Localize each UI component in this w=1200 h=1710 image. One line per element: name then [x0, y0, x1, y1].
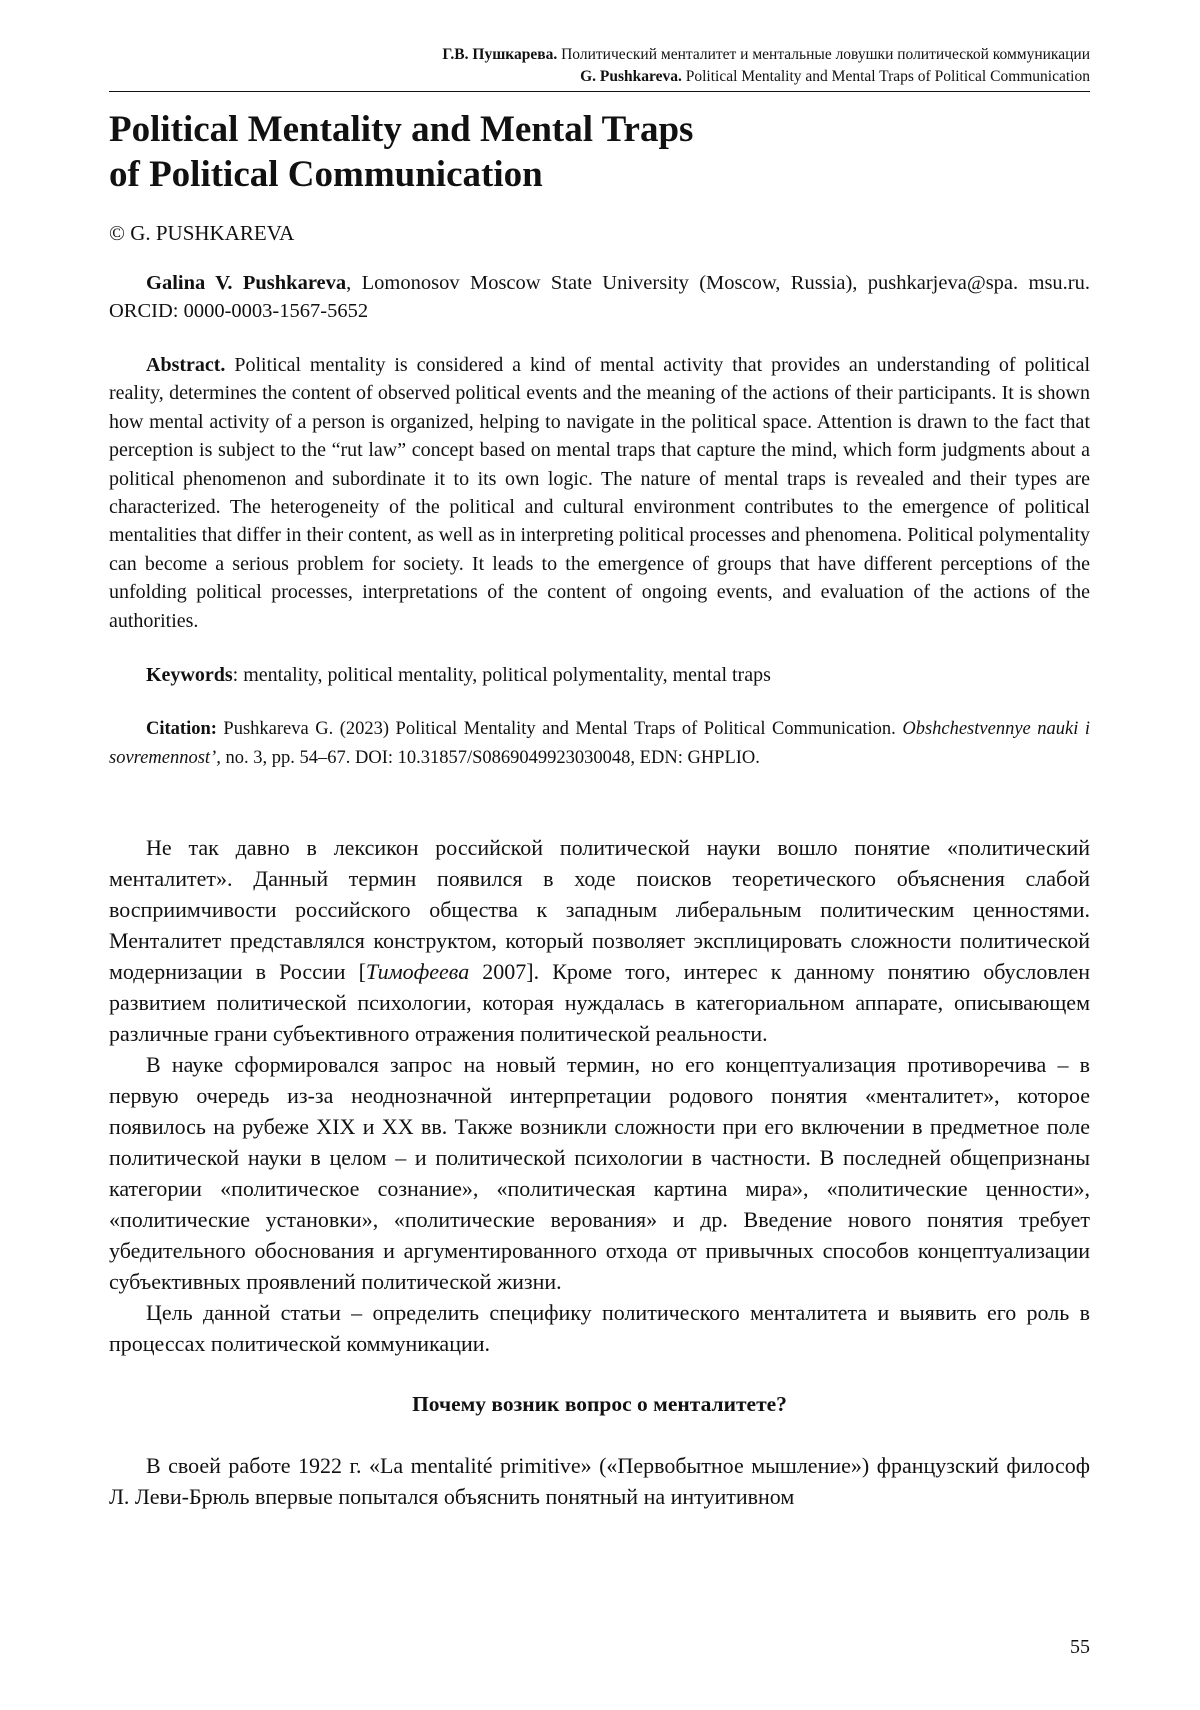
author-details: , Lomonosov Moscow State University (Moscow, Russia), pushkarjeva@spa. msu.ru. ORCID: 0000-0003-1567-5652 — [109, 272, 1091, 322]
keywords-label: Keywords — [146, 664, 233, 687]
citation — [109, 715, 1090, 773]
running-header-en — [109, 66, 1090, 88]
running-header-en-title: Political Mentality and Mental Traps of Political Communication — [681, 68, 1090, 85]
running-header-en-author: G. Pushkareva. — [580, 68, 682, 85]
keywords — [109, 661, 1090, 689]
section-heading: Почему возник вопрос о менталитете? — [412, 1392, 787, 1417]
keywords-text: : mentality, political mentality, political polymentality, mental traps — [232, 664, 771, 687]
abstract-label: Abstract. — [146, 354, 226, 376]
citation-journal: Obshchestvennye nauki i sovremennost’, — [109, 719, 1090, 769]
body-reference-link: Тимофеева — [365, 959, 470, 985]
citation-text-before: Pushkareva G. (2023) Political Mentality and Mental Traps of Political Communication. — [216, 719, 903, 740]
citation-label: Citation: — [146, 719, 217, 740]
copyright-line: © G. PUSHKAREVA — [109, 221, 295, 245]
body-paragraph-1-end: 2007]. Кроме того, интерес к данному понятию обусловлен развитием политической психологии, которая нуждалась в категориальном аппарате, описывающем различные грани субъективного отражения политической реальности. — [109, 959, 1091, 1047]
body-paragraph-1-start: Не так давно в лексикон российской политической науки вошло понятие «политический менталитет». Данный термин появился в ходе поисков теоретического объяснения слабой восприимчивости российского общества к западным либеральным политическим ценностями. Менталитет представлялся конструктом, который позволяет эксплицировать сложности политической модернизации в России [ — [109, 835, 1090, 985]
running-header-ru-author: Г.В. Пушкарева. — [442, 46, 558, 63]
article-page — [109, 44, 1090, 1512]
article-title-line-1: Political Mentality and Mental Traps — [109, 109, 694, 150]
page-number: 55 — [1070, 1636, 1090, 1658]
article-title-line-2: of Political Communication — [109, 154, 543, 195]
body-paragraph-1 — [109, 832, 1090, 1049]
author-info — [109, 269, 1090, 325]
running-header-ru-title: Политический менталитет и ментальные ловушки политической коммуникации — [557, 46, 1090, 63]
abstract — [109, 351, 1090, 635]
running-header-ru — [109, 44, 1090, 66]
body-paragraph-2: В науке сформировался запрос на новый термин, но его концептуализация противоречива – в первую очередь из-за неоднозначной интерпретации родового понятия «менталитет», которое появилось на рубеже XIX и XX вв. Также возникли сложности при его включении в предметное поле политической науки в целом – и политической психологии в частности. В последней общепризнаны категории «политическое сознание», «политическая картина мира», «политические ценности», «политические установки», «политические верования» и др. Введение нового понятия требует убедительного обоснования и аргументированного отхода от привычных способов концептуализации субъективных проявлений политической жизни. — [109, 1052, 1090, 1295]
article-title — [109, 107, 1090, 197]
article-body — [109, 832, 1090, 1512]
body-paragraph-4: В своей работе 1922 г. «La mentalité primitive» («Первобытное мышление») французский философ Л. Леви-Брюль впервые попытался объяснить понятный на интуитивном — [109, 1453, 1090, 1510]
author-name: Galina V. Pushkareva — [146, 272, 347, 294]
body-paragraph-3: Цель данной статьи – определить специфику политического менталитета и выявить его роль в процессах политической коммуникации. — [109, 1300, 1090, 1357]
running-header — [109, 44, 1090, 92]
abstract-text: Political mentality is considered a kind of mental activity that provides an understanding of political reality, determines the content of observed political events and the meaning of the actions of their participants. It is shown how mental activity of a person is organized, helping to navigate in the political space. Attention is drawn to the fact that perception is subject to the “rut law” concept based on mental traps that capture the mind, which form judgments about a political phenomenon and subordinate it to its own logic. The nature of mental traps is revealed and their types are characterized. The heterogeneity of the political and cultural environment contributes to the emergence of political mentalities that differ in their content, as well as in interpreting political processes and phenomena. Political polymentality can become a serious problem for society. It leads to the emergence of groups that have different perceptions of the unfolding political processes, interpretations of the content of ongoing events, and evaluation of the actions of the authorities. — [109, 354, 1090, 632]
citation-text-after: no. 3, pp. 54–67. DOI: 10.31857/S0869049923030048, EDN: GHPLIO. — [220, 748, 760, 769]
